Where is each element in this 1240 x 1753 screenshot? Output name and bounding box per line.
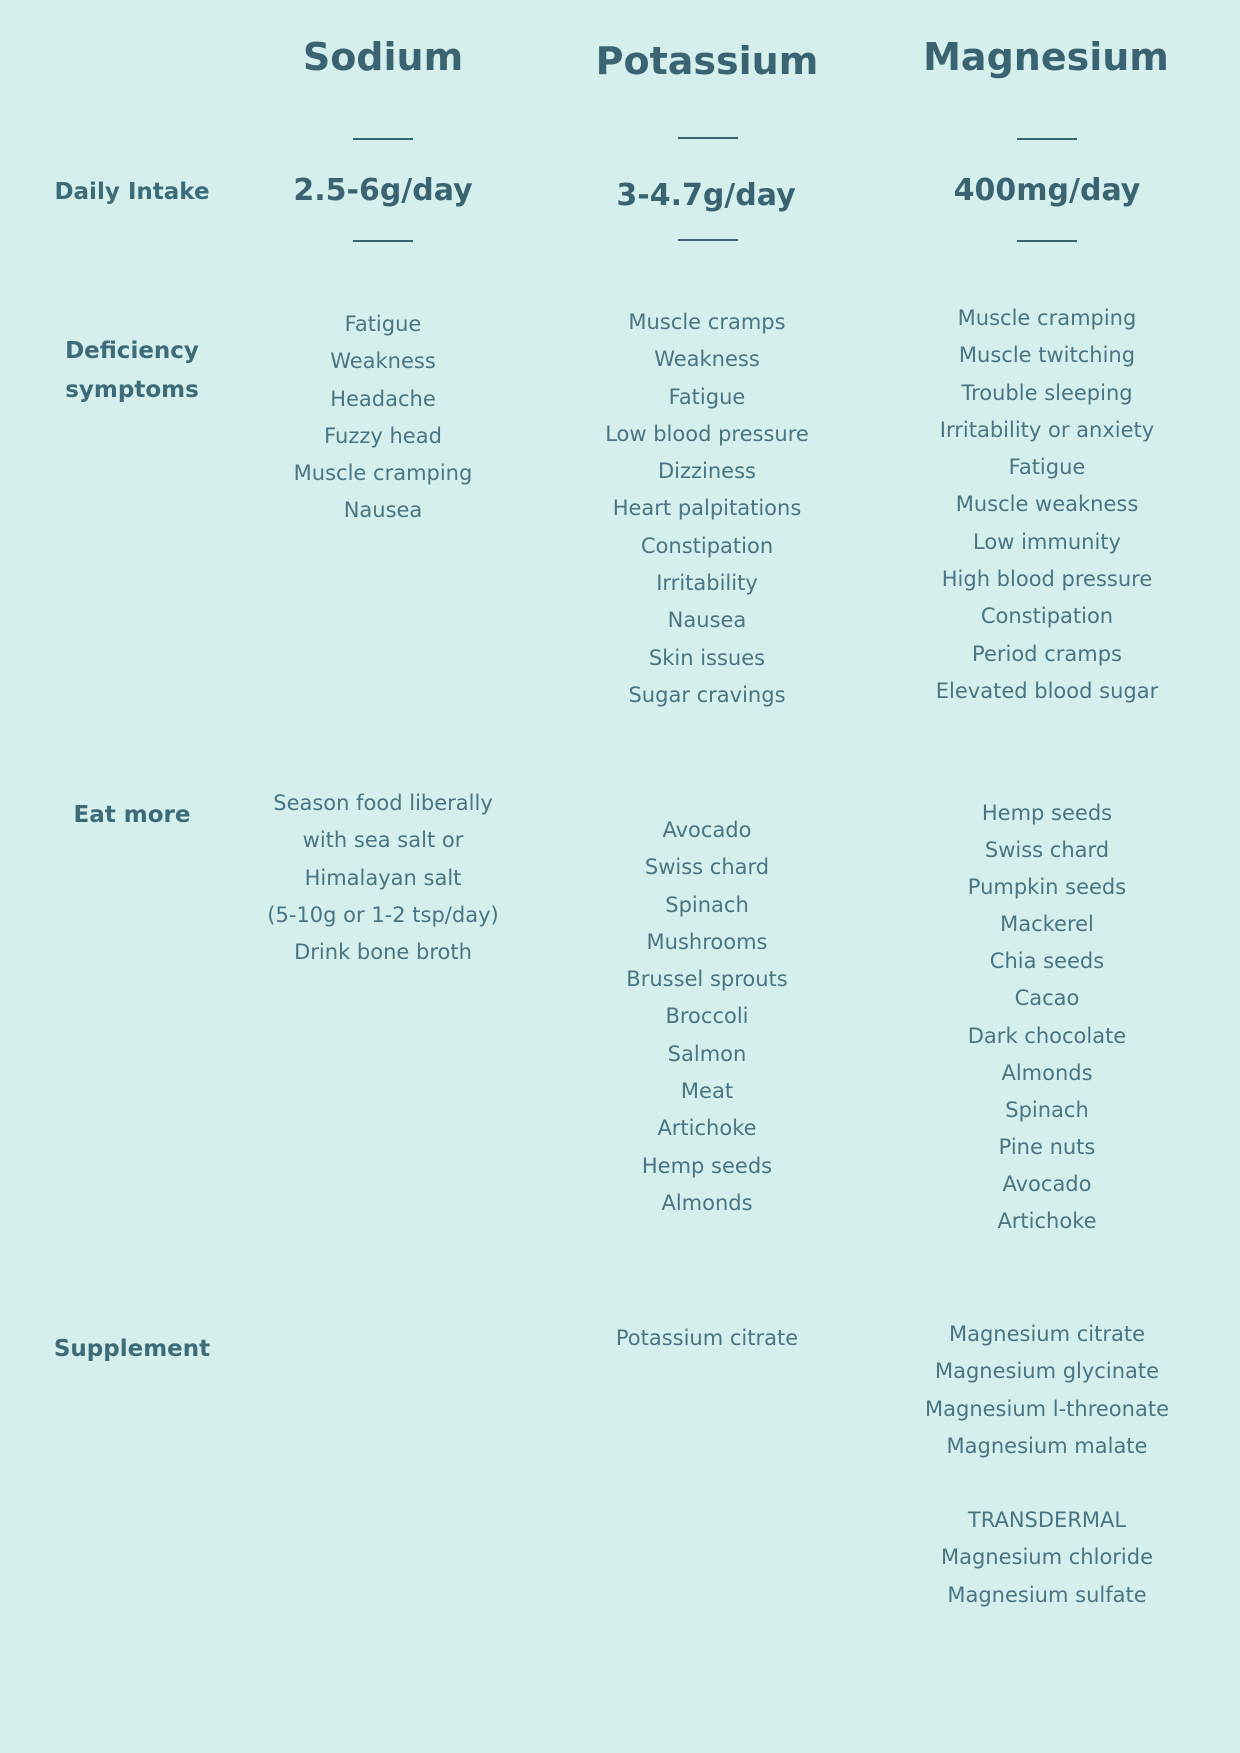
magnesium-heading: Magnesium <box>923 35 1169 79</box>
list-item: Fatigue <box>344 312 422 336</box>
potassium-intake: 3-4.7g/day <box>616 178 796 213</box>
list-item: Himalayan salt <box>304 865 462 890</box>
row-label-eat-more: Eat more <box>73 802 191 828</box>
list-item: Sugar cravings <box>628 682 786 707</box>
row-label-supplement: Supplement <box>53 1336 211 1362</box>
row-label-deficiency-symptoms <box>65 332 199 410</box>
list-item: Spinach <box>665 892 749 917</box>
list-item: Nausea <box>667 608 747 633</box>
list-item: Pumpkin seeds <box>967 875 1127 900</box>
list-item: Irritability <box>656 571 758 596</box>
list-item: Period cramps <box>972 641 1122 666</box>
list-item: Magnesium glycinate <box>934 1359 1160 1384</box>
list-item: Avocado <box>662 818 752 842</box>
sodium-intake: 2.5-6g/day <box>293 173 473 208</box>
list-item: Magnesium chloride <box>940 1545 1154 1570</box>
list-item: Meat <box>680 1079 734 1104</box>
list-item: Potassium citrate <box>615 1326 799 1350</box>
list-item: Weakness <box>654 347 760 372</box>
list-item: Almonds <box>1001 1060 1093 1085</box>
magnesium-eat-more-list <box>968 795 1126 1240</box>
list-item: Swiss chard <box>644 855 770 880</box>
potassium-eat-more-list <box>626 812 787 1222</box>
list-item: Dark chocolate <box>967 1023 1127 1048</box>
potassium-bottom-rule <box>678 239 738 241</box>
list-item: Drink bone broth <box>294 940 472 965</box>
list-item: Hemp seeds <box>641 1153 773 1178</box>
list-item: Almonds <box>661 1190 753 1215</box>
list-item: Chia seeds <box>989 949 1105 974</box>
potassium-supplement-list <box>616 1320 798 1357</box>
spacer <box>925 1465 1169 1502</box>
list-item: Swiss chard <box>984 838 1110 863</box>
list-item: Constipation <box>640 533 774 558</box>
list-item: Muscle cramping <box>293 461 473 486</box>
list-item: Magnesium malate <box>946 1433 1148 1458</box>
list-item: Fatigue <box>668 384 746 409</box>
sodium-deficiency-list <box>294 306 473 530</box>
list-item: Hemp seeds <box>981 801 1113 825</box>
transdermal-heading: TRANSDERMAL <box>967 1508 1127 1533</box>
list-item: Muscle cramping <box>957 306 1137 330</box>
row-label-daily-intake: Daily Intake <box>54 179 210 205</box>
list-item: Low blood pressure <box>605 421 809 446</box>
sodium-heading: Sodium <box>302 35 464 79</box>
list-item: Constipation <box>980 604 1114 629</box>
list-item: (5-10g or 1-2 tsp/day) <box>267 902 499 927</box>
list-item: Trouble sleeping <box>961 380 1133 405</box>
list-item: Muscle weakness <box>955 492 1139 517</box>
list-item: Avocado <box>1002 1171 1092 1196</box>
list-item: Weakness <box>330 349 436 374</box>
list-item: Artichoke <box>657 1116 757 1141</box>
list-item: Nausea <box>343 498 423 523</box>
list-item: Cacao <box>1014 986 1080 1011</box>
list-item: Pine nuts <box>998 1134 1096 1159</box>
list-item: Fuzzy head <box>324 423 442 448</box>
list-item: with sea salt or <box>302 828 464 853</box>
list-item: Mackerel <box>1000 912 1094 937</box>
list-item: Magnesium citrate <box>948 1322 1146 1346</box>
magnesium-bottom-rule <box>1017 240 1077 242</box>
list-item: Low immunity <box>973 529 1121 554</box>
row-label-deficiency-line2: symptoms <box>65 377 199 403</box>
potassium-top-rule <box>678 137 738 139</box>
list-item: Irritability or anxiety <box>939 417 1155 442</box>
list-item: Muscle cramps <box>628 310 786 334</box>
list-item: Broccoli <box>665 1004 749 1029</box>
sodium-top-rule <box>353 138 413 140</box>
list-item: Brussel sprouts <box>626 967 788 992</box>
sodium-eat-more-list <box>267 785 498 971</box>
potassium-heading: Potassium <box>595 39 819 83</box>
list-item: Spinach <box>1005 1097 1089 1122</box>
list-item: Skin issues <box>648 645 766 670</box>
magnesium-deficiency-list <box>936 300 1158 710</box>
magnesium-supplement-list <box>925 1316 1169 1614</box>
list-item: Season food liberally <box>273 791 493 815</box>
list-item: Mushrooms <box>646 929 768 954</box>
list-item: Artichoke <box>997 1209 1097 1234</box>
potassium-deficiency-list <box>605 304 809 714</box>
list-item: Muscle twitching <box>958 343 1136 368</box>
list-item: Heart palpitations <box>612 496 802 521</box>
list-item: Magnesium sulfate <box>947 1582 1147 1607</box>
magnesium-top-rule <box>1017 138 1077 140</box>
list-item: Fatigue <box>1008 455 1086 480</box>
list-item: Salmon <box>667 1041 747 1066</box>
list-item: Elevated blood sugar <box>935 678 1159 703</box>
row-label-deficiency-line1: Deficiency <box>65 338 199 364</box>
magnesium-intake: 400mg/day <box>953 173 1141 208</box>
list-item: Magnesium l-threonate <box>925 1396 1169 1421</box>
list-item: Headache <box>330 386 436 411</box>
list-item: Dizziness <box>657 459 756 484</box>
sodium-bottom-rule <box>353 240 413 242</box>
list-item: High blood pressure <box>941 567 1153 592</box>
